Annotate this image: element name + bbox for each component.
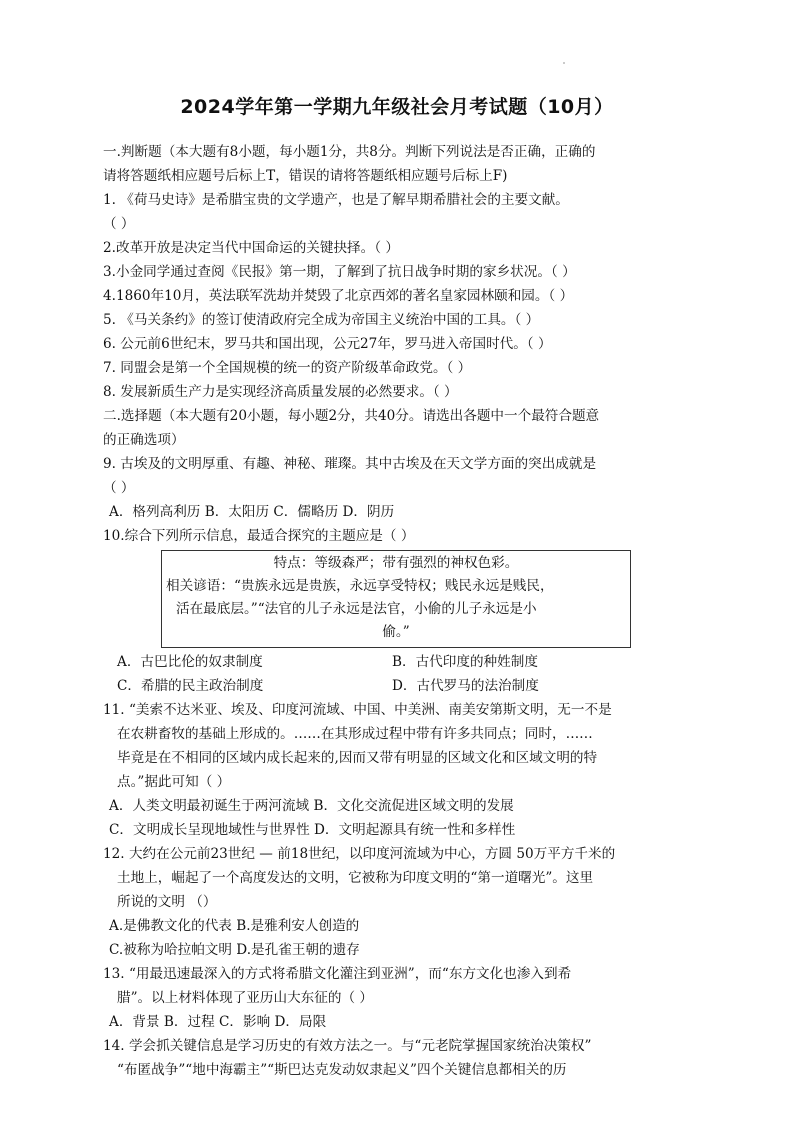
question-13-options: A．背景 B．过程 C．影响 D．局限 [109,1014,327,1030]
question-9-stem: 9. 古埃及的文明厚重、有趣、神秘、璀璨。其中古埃及在天文学方面的突出成就是 [103,456,597,472]
question-13-stem-2: 腊”。以上材料体现了亚历山大东征的（ ） [117,990,373,1006]
material-line-2: 相关谚语：“贵族永远是贵族，永远享受特权；贱民永远是贱民， [166,578,554,594]
option-c: C．希腊的民主政治制度 [117,678,264,694]
judgement-1-blank: （ ） [103,216,135,232]
judgement-3: 3.小金同学通过查阅《民报》第一期，了解到了抗日战争时期的家乡状况。（ ） [103,264,576,280]
question-13-stem: 13. “用最迅速最深入的方式将希腊文化灌注到亚洲”，而“东方文化也渗入到希 [103,966,572,982]
question-11-stem: 11. “美索不达米亚、埃及、印度河流域、中国、中美洲、南美安第斯文明，无一不是 [103,702,612,718]
exam-content [103,140,701,1082]
question-12-options-ab: A.是佛教文化的代表 B.是雅利安人创造的 [109,918,360,934]
judgement-2: 2.改革开放是决定当代中国命运的关键抉择。（ ） [103,240,399,256]
material-line-3: 活在最底层。”“法官的儿子永远是法官，小偷的儿子永远是小 [176,601,537,617]
question-11-stem-3: 毕竟是在不相同的区域内成长起来的,因而又带有明显的区域文化和区域文明的特 [117,750,598,766]
material-line-1: 特点：等级森严；带有强烈的神权色彩。 [273,555,519,571]
judgement-8: 8. 发展新质生产力是实现经济高质量发展的必然要求。（ ） [103,384,458,400]
question-10-options-ab [103,650,701,674]
question-12-stem-2: 土地上，崛起了一个高度发达的文明，它被称为印度文明的“第一道曙光”。这里 [117,870,594,886]
section1-header-cont: 请将答题纸相应题号后标上T，错误的请将答题纸相应题号后标上F) [103,168,508,184]
question-14-stem-2: “布匿战争”“地中海霸主”“斯巴达克发动奴隶起义”四个关键信息都相关的历 [117,1062,567,1078]
option-d: D．古代罗马的法治制度 [392,678,539,694]
question-12-options-cd: C.被称为哈拉帕文明 D.是孔雀王朝的遗存 [109,942,360,958]
question-11-stem-4: 点。”据此可知（ ） [117,774,231,790]
question-12-stem: 12. 大约在公元前23世纪 — 前18世纪，以印度河流域为中心，方圆 50万平方千米的 [103,846,616,862]
question-10-material-box [161,550,631,648]
judgement-4: 4.1860年10月，英法联军洗劫并焚毁了北京西郊的著名皇家园林颐和园。（ ） [103,288,574,304]
question-14-stem: 14. 学会抓关键信息是学习历史的有效方法之一。与“元老院掌握国家统治决策权” [103,1038,592,1054]
option-b: B．古代印度的种姓制度 [392,654,538,670]
section2-header: 二.选择题（本大题有20小题，每小题2分，共40分。请选出各题中一个最符合题意 [103,408,600,424]
section1-header: 一.判断题（本大题有8小题，每小题1分，共8分。判断下列说法是否正确，正确的 [103,144,596,160]
page-title: 2024学年第一学期九年级社会月考试题（10月） [180,96,614,118]
material-line-4: 偷。” [382,624,410,640]
question-9-blank: （ ） [103,480,135,496]
question-11-options-cd: C．文明成长呈现地域性与世界性 D．文明起源具有统一性和多样性 [109,822,516,838]
question-10-options-cd [103,674,701,698]
judgement-5: 5. 《马关条约》的签订使清政府完全成为帝国主义统治中国的工具。（ ） [103,312,540,328]
question-9-options: A．格列高利历 B．太阳历 C．儒略历 D．阴历 [109,504,395,520]
question-11-options-ab: A．人类文明最初诞生于两河流域 B．文化交流促进区域文明的发展 [109,798,514,814]
judgement-6: 6. 公元前6世纪末，罗马共和国出现，公元27年，罗马进入帝国时代。（ ） [103,336,552,352]
section2-header-cont: 的正确选项） [103,432,185,448]
judgement-1: 1. 《荷马史诗》是希腊宝贵的文学遗产，也是了解早期希腊社会的主要文献。 [103,192,569,208]
scan-speck [563,62,565,64]
option-a: A．古巴比伦的奴隶制度 [117,654,263,670]
question-11-stem-2: 在农耕畜牧的基础上形成的。……在其形成过程中带有许多共同点；同时，…… [117,726,593,742]
judgement-7: 7. 同盟会是第一个全国规模的统一的资产阶级革命政党。（ ） [103,360,472,376]
question-12-stem-3: 所说的文明 （） [117,894,217,910]
question-10-stem: 10.综合下列所示信息，最适合探究的主题应是（ ） [103,528,415,544]
